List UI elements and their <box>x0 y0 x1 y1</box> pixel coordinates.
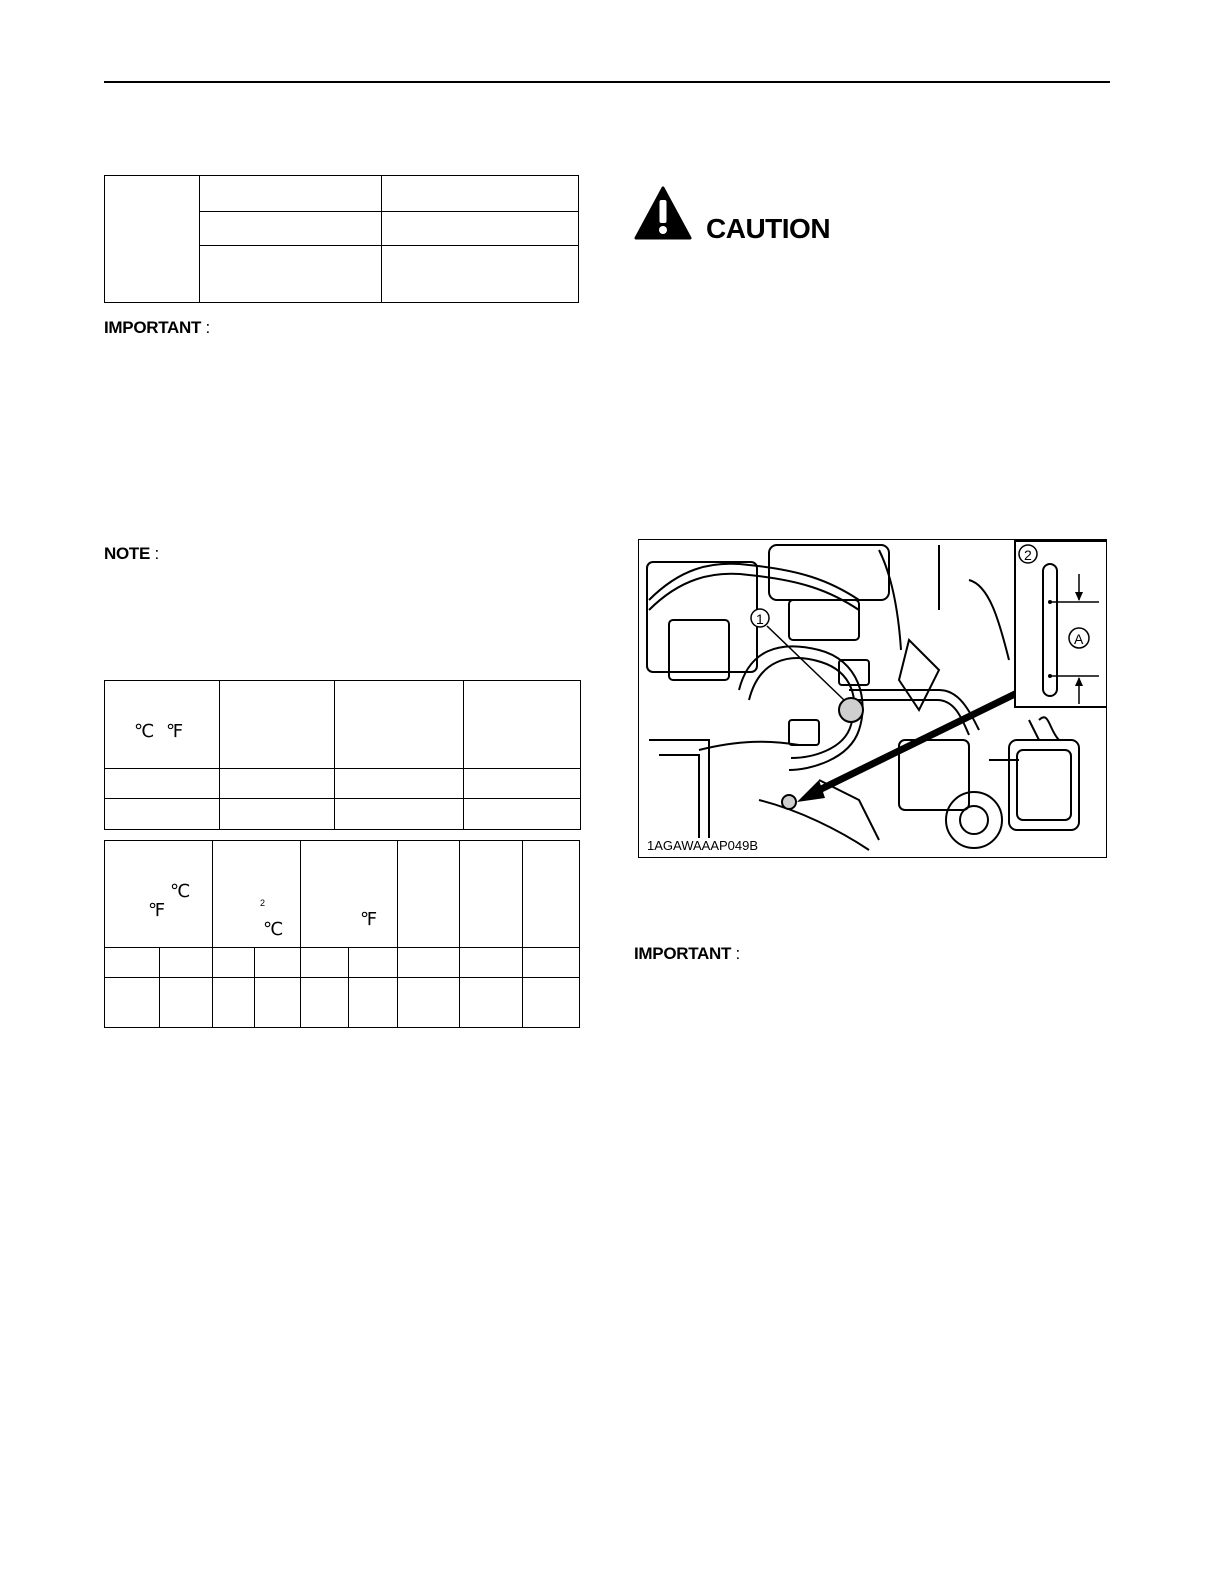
engine-illustration <box>638 539 1107 858</box>
unit-fahrenheit: ℉ <box>166 721 184 741</box>
unit-fahrenheit: ℉ <box>148 900 166 920</box>
unit-celsius: ℃ <box>134 721 155 741</box>
important-label-2: IMPORTANT : <box>634 944 740 963</box>
temperature-table <box>104 680 581 830</box>
callout-1-label: 1 <box>756 611 764 627</box>
unit-fahrenheit: ℉ <box>360 909 378 929</box>
unit-celsius: ℃ <box>263 919 284 939</box>
svg-text:2: 2 <box>1024 547 1032 563</box>
figure-code: 1AGAWAAAP049B <box>647 838 759 853</box>
unit-celsius: ℃ <box>170 881 191 901</box>
spec-table-1 <box>104 175 579 303</box>
caution-heading: CAUTION <box>706 213 831 244</box>
header-rule <box>104 81 1110 83</box>
note-label: NOTE : <box>104 544 159 563</box>
svg-text:A: A <box>1074 631 1084 647</box>
viscosity-table <box>104 840 580 1028</box>
warning-triangle-icon <box>634 186 692 245</box>
superscript-2: 2 <box>260 898 266 908</box>
important-label: IMPORTANT : <box>104 318 210 337</box>
